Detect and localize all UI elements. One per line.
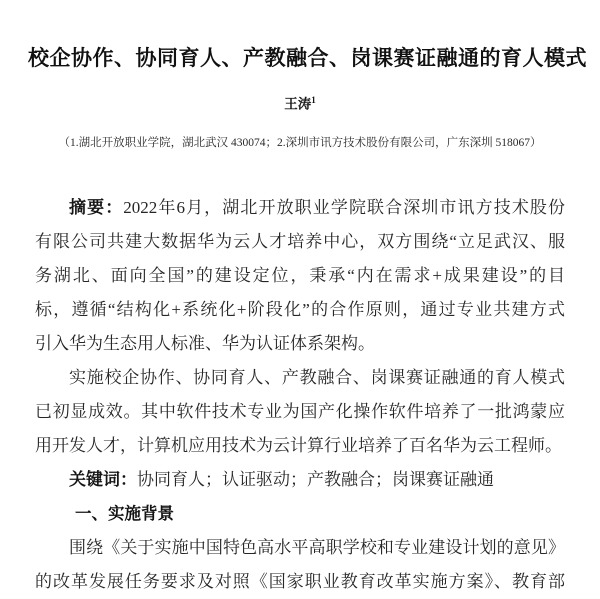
- author-line: [0, 90, 600, 115]
- abstract-line-text: 2022年6月，湖北开放职业学院联合深圳市讯方技术股份: [123, 197, 565, 217]
- paper-body: [35, 191, 565, 599]
- affiliation-line: （1.湖北开放职业学院，湖北武汉 430074；2.深圳市讯方技术股份有限公司，广东深圳 518067）: [58, 136, 542, 149]
- section-heading: 一、实施背景: [75, 504, 174, 523]
- abstract-line: 用开发人才，计算机应用技术为云计算行业培养了百名华为云工程师。: [35, 435, 562, 455]
- body-paragraph: [35, 531, 565, 599]
- body-line: 围绕《关于实施中国特色高水平高职学校和专业建设计划的意见》: [69, 537, 565, 557]
- abstract-line: 实施校企协作、协同育人、产教融合、岗课赛证融通的育人模式: [69, 367, 565, 387]
- abstract-line: [35, 191, 565, 225]
- abstract-line: 引入华为生态用人标准、华为认证体系架构。: [35, 333, 375, 353]
- keywords-label: 关键词：: [69, 469, 137, 489]
- author-name: 王涛: [284, 96, 312, 112]
- abstract-label: 摘要：: [69, 197, 124, 217]
- abstract-line: 已初显成效。其中软件技术专业为国产化操作软件培养了一批鸿蒙应: [35, 401, 565, 421]
- page-title: 校企协作、协同育人、产教融合、岗课赛证融通的育人模式: [28, 47, 587, 70]
- body-line: 的改革发展任务要求及对照《国家职业教育改革实施方案》、教育部: [35, 571, 565, 591]
- abstract-line: 标，遵循“结构化+系统化+阶段化”的合作原则，通过专业共建方式: [35, 299, 565, 319]
- author-footnote-marker: 1: [311, 95, 316, 105]
- abstract-line: 有限公司共建大数据华为云人才培养中心，双方围绕“立足武汉、服: [35, 231, 565, 251]
- keywords-line: [35, 463, 565, 497]
- abstract-line: 务湖北、面向全国”的建设定位，秉承“内在需求+成果建设”的目: [35, 265, 565, 285]
- abstract-paragraph-2: [35, 361, 565, 463]
- keywords-text: 协同育人；认证驱动；产教融合；岗课赛证融通: [137, 469, 494, 489]
- abstract-paragraph-1: [35, 191, 565, 361]
